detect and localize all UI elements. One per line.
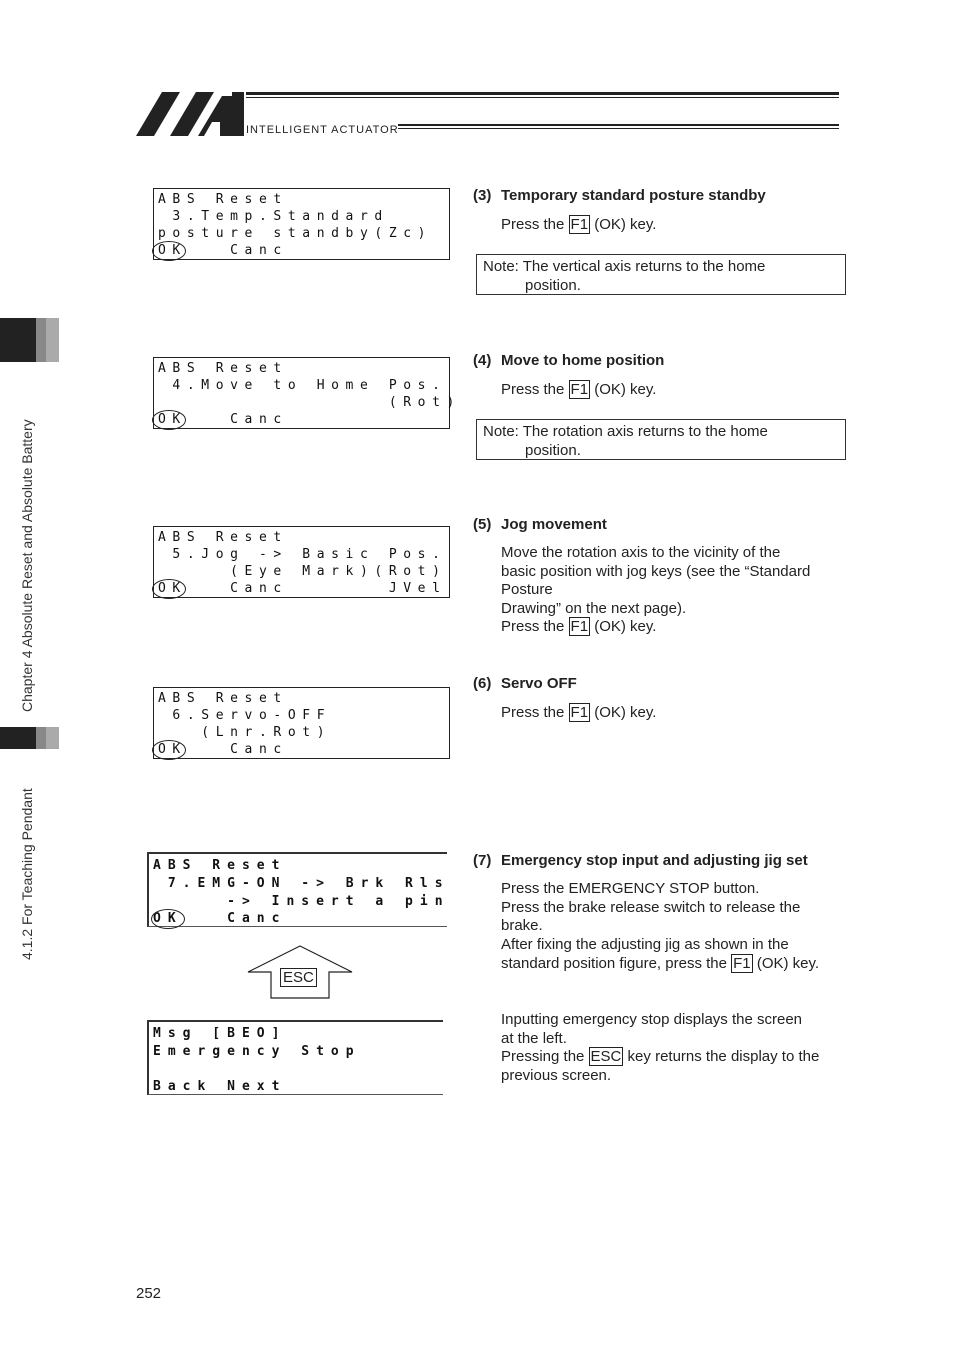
screen-line: 3.Temp.Standard xyxy=(158,209,389,224)
screen-line: Back Next xyxy=(153,1079,287,1094)
chapter-tab-grey-light xyxy=(46,318,59,362)
chapter-title: Chapter 4 Absolute Reset and Absolute Battery xyxy=(19,419,35,712)
pendant-screen-step6 xyxy=(153,687,450,759)
step-number: (3) xyxy=(473,187,492,204)
instruction-text: Pressing the xyxy=(501,1048,589,1065)
screen-line: OK Canc JVel xyxy=(158,581,447,596)
header-rule-bottom xyxy=(398,124,839,126)
body-line: Posture xyxy=(501,581,553,598)
note-label: Note: xyxy=(483,258,519,275)
instruction-text: Press the xyxy=(501,216,569,233)
instruction-text: (OK) key. xyxy=(590,381,657,398)
body-line: brake. xyxy=(501,917,543,934)
instruction-text: (OK) key. xyxy=(590,216,657,233)
f1-key: F1 xyxy=(570,704,589,721)
step-heading xyxy=(473,187,766,204)
pendant-screen-step7 xyxy=(147,852,450,927)
step-title: Jog movement xyxy=(501,516,607,533)
note-text: The vertical axis returns to the home xyxy=(522,258,766,275)
screen-line: 5.Jog -> Basic Pos. xyxy=(158,547,447,562)
body-line: previous screen. xyxy=(501,1066,612,1084)
f1-key: F1 xyxy=(570,381,589,398)
ok-highlight-circle xyxy=(152,410,186,430)
note-label: Note: xyxy=(483,423,519,440)
emergency-explanation xyxy=(501,1011,846,1085)
step-title: Move to home position xyxy=(501,352,665,369)
section-tab-grey-light xyxy=(46,727,59,749)
screen-line: OK Canc xyxy=(158,412,288,427)
header-rule-top-thin xyxy=(246,97,839,98)
screen-line: Msg [BEO] xyxy=(153,1026,287,1041)
step-heading xyxy=(473,352,664,369)
screen-line: ABS Reset xyxy=(158,691,288,706)
step-title: Emergency stop input and adjusting jig set xyxy=(501,852,808,869)
screen-line: (Rot) xyxy=(158,395,461,410)
instruction-text: standard position figure, press the xyxy=(501,955,732,972)
iai-logo-icon xyxy=(136,92,244,136)
screen-line: (Lnr.Rot) xyxy=(158,725,332,740)
note-text: position. xyxy=(525,442,581,459)
ok-highlight-circle xyxy=(152,740,186,760)
ok-highlight-circle xyxy=(151,909,185,929)
step-number: (7) xyxy=(473,852,492,869)
step-heading xyxy=(473,675,577,692)
screen-line: Emergency Stop xyxy=(153,1044,361,1059)
step-instruction xyxy=(501,880,846,974)
page-number: 252 xyxy=(136,1285,162,1302)
step-instruction xyxy=(501,216,846,235)
instruction-text: key returns the display to the xyxy=(623,1048,820,1065)
step-title: Temporary standard posture standby xyxy=(501,187,766,204)
body-line: Move the rotation axis to the vicinity of the xyxy=(501,544,781,561)
ok-highlight-circle xyxy=(152,579,186,599)
f1-key: F1 xyxy=(570,618,589,635)
header-rule-bottom-thin xyxy=(398,128,839,129)
screen-line: OK Canc xyxy=(153,911,287,926)
step-heading xyxy=(473,516,607,533)
pendant-screen-emergency xyxy=(147,1020,443,1095)
f1-key: F1 xyxy=(733,955,751,972)
screen-line: posture standby(Zc) xyxy=(158,226,433,241)
body-line: Press the EMERGENCY STOP button. xyxy=(501,880,760,897)
screen-line: ABS Reset xyxy=(158,192,288,207)
screen-line: -> Insert a pin xyxy=(153,894,450,909)
body-line: After fixing the adjusting jig as shown in the xyxy=(501,935,789,953)
instruction-text: Press the xyxy=(501,381,569,398)
step-instruction xyxy=(501,381,846,400)
step-number: (5) xyxy=(473,516,492,533)
esc-key: ESC xyxy=(590,1048,622,1065)
step-instruction xyxy=(501,544,846,637)
brand-text: INTELLIGENT ACTUATOR xyxy=(246,124,399,136)
step-title: Servo OFF xyxy=(501,675,577,692)
step-number: (4) xyxy=(473,352,492,369)
pendant-screen-step4 xyxy=(153,357,461,429)
note-box xyxy=(476,419,846,460)
f1-key: F1 xyxy=(570,216,589,233)
screen-line: 7.EMG-ON -> Brk Rls xyxy=(153,876,450,891)
section-tab-block xyxy=(0,727,36,749)
instruction-text: Press the xyxy=(501,704,569,721)
pendant-screen-step3 xyxy=(153,188,450,260)
screen-line: 4.Move to Home Pos. xyxy=(158,378,447,393)
screen-line: ABS Reset xyxy=(158,361,288,376)
screen-line: ABS Reset xyxy=(158,530,288,545)
instruction-text: (OK) key. xyxy=(590,704,657,721)
step-number: (6) xyxy=(473,675,492,692)
step-heading xyxy=(473,852,808,869)
note-text: position. xyxy=(525,277,581,294)
body-line: Press the brake release switch to release the xyxy=(501,898,801,916)
instruction-text: (OK) key. xyxy=(590,618,657,635)
screen-line: (Eye Mark)(Rot) xyxy=(158,564,447,579)
ok-highlight-circle xyxy=(152,241,186,261)
screen-line: OK Canc xyxy=(158,243,288,258)
pendant-screen-step5 xyxy=(153,526,450,598)
screen-line: ABS Reset xyxy=(153,858,287,873)
body-line: basic position with jog keys (see the “Standard xyxy=(501,562,811,580)
chapter-tab-grey xyxy=(36,318,46,362)
step-instruction xyxy=(501,704,846,723)
section-tab-grey xyxy=(36,727,46,749)
body-line: Inputting emergency stop displays the screen xyxy=(501,1011,803,1028)
section-title: 4.1.2 For Teaching Pendant xyxy=(19,788,35,960)
esc-key-label: ESC xyxy=(280,968,317,987)
note-box xyxy=(476,254,846,295)
screen-line: OK Canc xyxy=(158,742,288,757)
chapter-tab-block xyxy=(0,318,36,362)
header-rule-top xyxy=(246,92,839,95)
instruction-text: Press the xyxy=(501,618,569,635)
body-line: at the left. xyxy=(501,1029,567,1047)
screen-line: 6.Servo-OFF xyxy=(158,708,332,723)
note-text: The rotation axis returns to the home xyxy=(522,423,768,440)
instruction-text: (OK) key. xyxy=(752,955,820,972)
body-line: Drawing” on the next page). xyxy=(501,599,687,617)
